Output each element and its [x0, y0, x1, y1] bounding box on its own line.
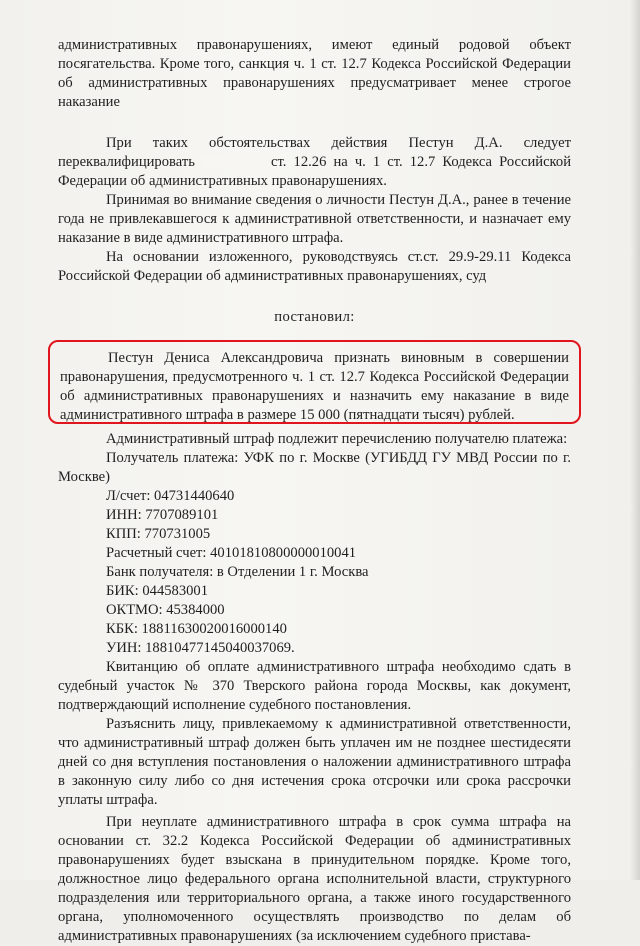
paragraph-2 [58, 134, 571, 191]
redaction-mark [202, 155, 264, 167]
bik-line: БИК: 044583001 [106, 583, 209, 599]
page-edge-shadow [630, 0, 640, 880]
bank-line: Банк получателя: в Отделении 1 г. Москва [106, 564, 369, 580]
highlighted-decision-text: Пестун Дениса Александровича признать виновным в совершении правонарушения, предусмотренного ч. 1 ст. 12.7 Кодекса Российской Федерации об административных правонарушениях и назначить ему наказание в виде административного штрафа в размере 15 000 (пятнадцати тысяч) рублей. [60, 350, 569, 423]
highlighted-decision-box [58, 347, 571, 428]
paragraph-3: Принимая во внимание сведения о личности Пестун Д.А., ранее в течение года не привлекавшегося к административной ответственности, и назначает ему наказание в виде административного штрафа. [58, 192, 571, 246]
paragraph-2-after: ст. 12.26 на ч. 1 ст. 12.7 Кодекса Российской Федерации об административных правонарушениях. [58, 154, 572, 189]
decision-heading: постановил: [274, 309, 355, 325]
oktmo-line: ОКТМО: 45384000 [106, 602, 225, 618]
document-content [58, 36, 571, 946]
kpp-line: КПП: 770731005 [106, 526, 211, 542]
payment-details [58, 430, 571, 658]
paragraph-1: административных правонарушениях, имеют единый родовой объект посягательства. Кроме того, санкция ч. 1 ст. 12.7 Кодекса Российской Федерации об административных правонарушениях предусматривает менее строгое наказание [58, 37, 571, 110]
payment-intro: Административный штраф подлежит перечислению получателю платежа: [106, 431, 568, 447]
paragraph-2-before: При таких обстоятельствах действия Пестун Д.А. следует переквалифицировать [58, 135, 571, 170]
account-line: Л/счет: 04731440640 [106, 488, 235, 504]
paragraph-nonpayment: При неуплате административного штрафа в срок сумма штрафа на основании ст. 32.2 Кодекса Российской Федерации об административных правонарушениях будет взыскана в принудительном порядке. Кроме того, должностное лицо федерального органа исполнительной власти, структурного подразделения или территориального органа, а также иного государственного органа, уполномоченного осуществлять производство по делам об административных правонарушениях (за исключением судебного пристава- [58, 814, 571, 944]
paragraph-4: На основании изложенного, руководствуясь ст.ст. 29.9-29.11 Кодекса Российской Федерации об административных правонарушениях, суд [58, 249, 571, 284]
uin-line: УИН: 18810477145040037069. [106, 640, 295, 656]
paragraph-receipt: Квитанцию об оплате административного штрафа необходимо сдать в судебный участок № 370 Тверского района города Москвы, как документ, подтверждающий исполнение судебного постановления. [58, 659, 571, 713]
payment-recipient: Получатель платежа: УФК по г. Москве (УГИБДД ГУ МВД России по г. Москве) [58, 450, 571, 485]
kbk-line: КБК: 18811630020016000140 [106, 621, 287, 637]
settlement-line: Расчетный счет: 40101810800000010041 [106, 545, 357, 561]
paragraph-explanation: Разъяснить лицу, привлекаемому к административной ответственности, что административный штраф должен быть уплачен им не позднее шестидесяти дней со дня вступления постановления о наложении административного штрафа в законную силу либо со дня истечения срока отсрочки или срока рассрочки уплаты штрафа. [58, 716, 571, 808]
inn-line: ИНН: 7707089101 [106, 507, 219, 523]
